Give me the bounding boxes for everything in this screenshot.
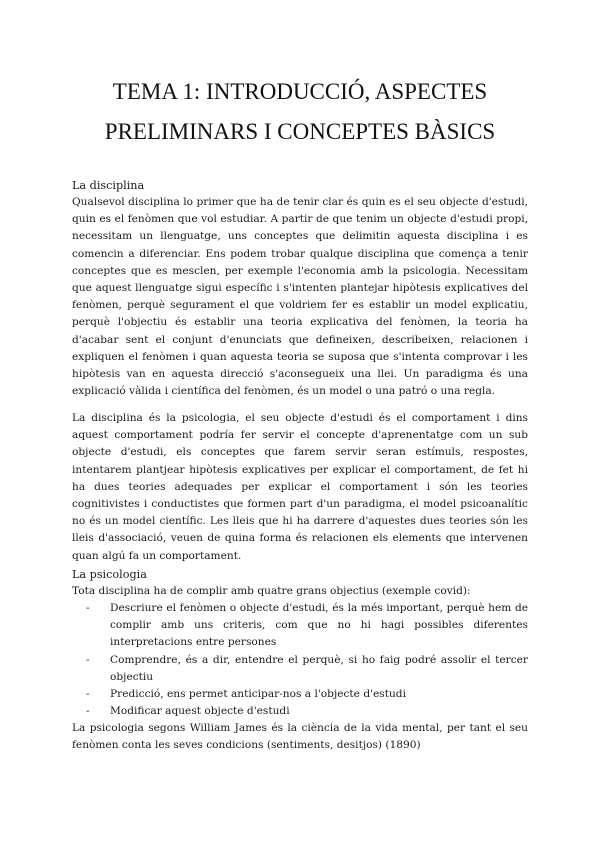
list-item — [86, 686, 528, 703]
title-line-2: PRELIMINARS I CONCEPTES BÀSICS — [104, 119, 496, 144]
list-item-text: Modificar aquest objecte d'estudi — [110, 705, 290, 718]
list-item-text: Predicció, ens permet anticipar-nos a l'objecte d'estudi — [110, 688, 406, 701]
paragraph-psicologia-intro: Tota disciplina ha de complir amb quatre grans objectius (exemple covid): — [72, 585, 471, 597]
paragraph-disciplina-2: La disciplina és la psicologia, el seu objecte d'estudi és el comportament i dins aquest comportament podría fer servir el concepte d'aprenentatge com un sub objecte d'estudi, els conceptes que farem servir seran estímuls, respostes, intentarem plantjear hipòtesis explicatives per explicar el comportament, de fet hi ha dues teories adequades per explicar el comportament i són les teories cognitivistes i conductistes que formen part d'un paradigma, el model psicoanalític no és un model científic. Les lleis que hi ha darrere d'aquestes dues teories són les lleis d'associació, veuen de quina forma és relacionen els elements que intervenen quan algú fa un comportament. — [72, 412, 528, 562]
dash-bullet: - — [86, 653, 90, 666]
dash-bullet: - — [86, 705, 90, 718]
title-line-1: TEMA 1: INTRODUCCIÓ, ASPECTES — [112, 79, 488, 104]
paragraph-disciplina-1: Qualsevol disciplina lo primer que ha de tenir clar és quin es el seu objecte d'estudi, quin es el fenòmen que vol estudiar. A partir de que tenim un objecte d'estudi propi, necessitam un llenguatge, uns conceptes que delimitin aquesta disciplina i es comencin a diferenciar. Ens podem trobar qualque disciplina que comença a tenir conceptes que es mesclen, per exemple l'economia amb la psicologia. Necessitam que aquest llenguatge sigui específic i s'intenten plantejar hipòtesis explicatives del fenòmen, perquè segurament el que voldriem fer es establir un model explicatiu, perquè l'objectiu és establir una teoria explicativa del fenòmen, la teoria ha d'acabar sent el conjunt d'enunciats que defineixen, describeixen, relacionen i expliquen el fenòmen i quan aquesta teoria se suposa que s'intenta comprovar i les hipòtesis van en aquesta direcció s'aconsegueix una llei. Un paradigma és una explicació vàlida i científica del fenòmen, és un model o una patró o una regla. — [72, 196, 528, 398]
page-title — [60, 72, 540, 152]
objectives-list — [86, 600, 528, 720]
list-item — [86, 703, 528, 720]
section-heading-disciplina: La disciplina — [72, 179, 145, 192]
dash-bullet: - — [86, 688, 90, 701]
section-heading-psicologia: La psicologia — [72, 568, 147, 581]
dash-bullet: - — [86, 602, 90, 614]
list-item — [86, 652, 528, 686]
list-item — [86, 600, 528, 652]
paragraph-william-james: La psicologia segons William James és la ciència de la vida mental, per tant el seu fenòmen conta les seves condicions (sentiments, desitjos) (1890) — [72, 722, 528, 752]
list-item-text: Descriure el fenòmen o objecte d'estudi, és la més important, perquè hem de complir amb uns criteris, com que no hi hagi possibles diferentes interpretacions entre persones — [110, 602, 528, 649]
list-item-text: Comprendre, és a dir, entendre el perquè, si ho faig podré assolir el tercer objectiu — [110, 653, 528, 683]
